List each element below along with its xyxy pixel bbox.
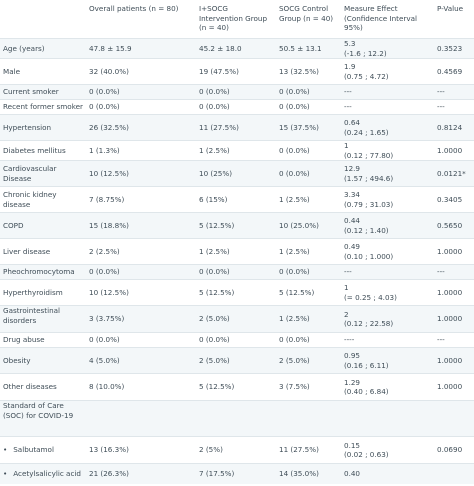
cell-intervention: 45.2 ± 18.0 [196,39,276,59]
effect-estimate: 1.9 [344,62,356,71]
cell-intervention: 0 (0.0%) [196,100,276,115]
cell-control: 11 (27.5%) [276,437,341,464]
row-label: COPD [0,213,86,239]
header-p-value: P-Value [437,4,464,13]
effect-ci: (0.24 ; 1.65) [344,127,389,137]
cell-overall: 47.8 ± 15.9 [86,39,196,59]
cell-control: 10 (25.0%) [276,213,341,239]
cell-measure-effect [341,141,434,161]
header-overall: Overall patients (n = 80) [89,4,179,13]
cell-overall: 4 (5.0%) [86,348,196,374]
effect-ci: (0.02 ; 0.63) [344,450,389,459]
cell-p-value: 0.0121* [434,161,474,187]
cell-measure-effect [341,374,434,401]
table-row [0,141,474,161]
cell-overall: 13 (16.3%) [86,437,196,464]
cell-measure-effect [341,265,434,280]
row-label: Recent former smoker [0,100,86,115]
cell-control [276,401,341,437]
cell-p-value: --- [434,265,474,280]
cell-overall: 10 (12.5%) [86,280,196,306]
table-row [0,374,474,401]
cell-measure-effect [341,100,434,115]
effect-ci: (0.12 ; 1.40) [344,225,389,235]
table-row [0,100,474,115]
cell-intervention: 1 (2.5%) [196,141,276,161]
row-label: Obesity [0,348,86,374]
effect-estimate: 0.95 [344,351,361,360]
cell-intervention: 0 (0.0%) [196,265,276,280]
cell-measure-effect [341,213,434,239]
effect-estimate: 1 [344,283,349,292]
cell-control: 0 (0.0%) [276,265,341,280]
cell-intervention: 7 (17.5%) [196,464,276,484]
cell-intervention: 6 (15%) [196,187,276,213]
cell-overall: 0 (0.0%) [86,333,196,348]
row-label: Standard of Care (SOC) for COVID-19 [0,401,86,437]
header-row [0,0,474,39]
effect-ci: (1.57 ; 494.6) [344,173,394,183]
cell-overall: 26 (32.5%) [86,115,196,141]
effect-estimate: 0.15 [344,440,361,450]
header-cell-empty [0,0,86,39]
cell-intervention: 10 (25%) [196,161,276,187]
cell-overall: 15 (18.8%) [86,213,196,239]
effect-estimate: 1.29 [344,377,361,387]
row-label-text: Salbutamol [13,445,54,455]
effect-estimate: 5.3 [344,39,356,48]
cell-overall: 21 (26.3%) [86,464,196,484]
header-intervention: I+SOCG Intervention Group (n = 40) [199,4,268,32]
effect-ci: (0.10 ; 1.000) [344,251,394,261]
cell-control: 1 (2.5%) [276,306,341,333]
cell-intervention: 1 (2.5%) [196,239,276,265]
cell-overall: 1 (1.3%) [86,141,196,161]
effect-estimate: --- [344,87,352,97]
header-control: SOCG Control Group (n = 40) [279,4,334,23]
table-row [0,437,474,464]
cell-measure-effect [341,464,434,484]
cell-measure-effect [341,401,434,437]
table-row [0,85,474,100]
cell-measure-effect [341,280,434,306]
cell-control: 5 (12.5%) [276,280,341,306]
cell-p-value: 0.5650 [434,213,474,239]
cell-control: 1 (2.5%) [276,187,341,213]
cell-intervention: 5 (12.5%) [196,374,276,401]
effect-estimate: 0.49 [344,242,361,251]
cell-p-value: 0.4569 [434,59,474,85]
table-row [0,306,474,333]
cell-control: 3 (7.5%) [276,374,341,401]
cell-intervention [196,401,276,437]
table-row [0,280,474,306]
cell-measure-effect [341,187,434,213]
cell-measure-effect [341,115,434,141]
cell-overall: 7 (8.75%) [86,187,196,213]
effect-ci: (0.40 ; 6.84) [344,387,389,396]
effect-ci: (0.12 ; 77.80) [344,150,394,160]
effect-estimate: 0.64 [344,118,361,127]
cell-control: 50.5 ± 13.1 [276,39,341,59]
cell-overall: 3 (3.75%) [86,306,196,333]
cell-p-value: 0.3523 [434,39,474,59]
row-label: Gastrointestinal disorders [0,306,86,333]
cell-measure-effect [341,161,434,187]
effect-ci: (0.79 ; 31.03) [344,199,394,209]
cell-control: 15 (37.5%) [276,115,341,141]
row-label: Cardiovascular Disease [0,161,86,187]
effect-estimate: 2 [344,309,349,319]
cell-overall: 0 (0.0%) [86,265,196,280]
cell-overall: 8 (10.0%) [86,374,196,401]
cell-intervention: 0 (0.0%) [196,333,276,348]
effect-ci: (0.12 ; 22.58) [344,319,394,328]
cell-p-value: 0.3405 [434,187,474,213]
cell-control: 14 (35.0%) [276,464,341,484]
cell-intervention: 0 (0.0%) [196,85,276,100]
bullet-icon [3,445,13,454]
effect-estimate: 3.34 [344,190,361,199]
cell-control: 0 (0.0%) [276,85,341,100]
cell-control: 0 (0.0%) [276,100,341,115]
cell-control: 0 (0.0%) [276,333,341,348]
row-label: Other diseases [0,374,86,401]
row-label: Age (years) [0,39,86,59]
table-body [0,39,474,484]
cell-control: 2 (5.0%) [276,348,341,374]
cell-intervention: 11 (27.5%) [196,115,276,141]
effect-estimate: --- [344,102,352,112]
cell-measure-effect [341,239,434,265]
cell-p-value: 0.0690 [434,437,474,464]
effect-estimate: --- [344,267,352,277]
effect-ci: (-1.6 ; 12.2) [344,48,387,58]
cell-intervention: 2 (5.0%) [196,306,276,333]
table-row [0,333,474,348]
header-measure-effect: Measure Effect (Confidence Interval 95%) [344,4,418,32]
table-row [0,187,474,213]
row-label-text: Acetylsalicylic acid [13,469,81,478]
cell-control: 0 (0.0%) [276,141,341,161]
cell-p-value: 1.0000 [434,306,474,333]
row-label: Drug abuse [0,333,86,348]
table-row [0,265,474,280]
table-row [0,464,474,484]
cell-measure-effect [341,333,434,348]
row-label: Liver disease [0,239,86,265]
effect-estimate: ---- [344,335,355,345]
cell-control: 1 (2.5%) [276,239,341,265]
cell-measure-effect [341,437,434,464]
row-label [0,464,86,484]
cell-p-value: 1.0000 [434,141,474,161]
cell-p-value: 1.0000 [434,348,474,374]
row-label: Chronic kidney disease [0,187,86,213]
cell-overall: 32 (40.0%) [86,59,196,85]
cell-overall: 0 (0.0%) [86,100,196,115]
cell-measure-effect [341,39,434,59]
cell-intervention: 19 (47.5%) [196,59,276,85]
cell-control: 13 (32.5%) [276,59,341,85]
table-row [0,161,474,187]
cell-overall [86,401,196,437]
cell-p-value: 0.8124 [434,115,474,141]
table-row [0,213,474,239]
cell-overall: 10 (12.5%) [86,161,196,187]
cell-overall: 2 (2.5%) [86,239,196,265]
effect-estimate: 12.9 [344,164,361,173]
cell-intervention: 5 (12.5%) [196,280,276,306]
cell-measure-effect [341,85,434,100]
row-label: Diabetes mellitus [0,141,86,161]
effect-estimate: 0.40 [344,469,361,478]
table-row [0,59,474,85]
cell-overall: 0 (0.0%) [86,85,196,100]
cell-measure-effect [341,59,434,85]
cell-p-value [434,401,474,437]
cell-p-value [434,464,474,484]
table-row [0,239,474,265]
row-label: Current smoker [0,85,86,100]
effect-ci: (= 0.25 ; 4.03) [344,292,397,302]
cell-measure-effect [341,348,434,374]
cell-p-value: --- [434,333,474,348]
cell-p-value: --- [434,85,474,100]
cell-p-value: 1.0000 [434,374,474,401]
cell-p-value: 1.0000 [434,239,474,265]
row-label [0,437,86,464]
cell-measure-effect [341,306,434,333]
cell-control: 0 (0.0%) [276,161,341,187]
cell-intervention: 2 (5.0%) [196,348,276,374]
effect-ci: (0.75 ; 4.72) [344,71,389,81]
table-row [0,115,474,141]
effect-ci: (0.16 ; 6.11) [344,360,389,370]
row-label: Male [0,59,86,85]
effect-estimate: 0.44 [344,216,361,225]
cell-p-value: 1.0000 [434,280,474,306]
bullet-icon [3,469,13,478]
table-row [0,348,474,374]
table-header [0,0,474,39]
table-row [0,39,474,59]
row-label: Hypertension [0,115,86,141]
cell-p-value: --- [434,100,474,115]
table-row [0,401,474,437]
effect-estimate: 1 [344,141,349,150]
cell-intervention: 5 (12.5%) [196,213,276,239]
cell-intervention: 2 (5%) [196,437,276,464]
row-label: Pheochromocytoma [0,265,86,280]
row-label: Hyperthyroidism [0,280,86,306]
